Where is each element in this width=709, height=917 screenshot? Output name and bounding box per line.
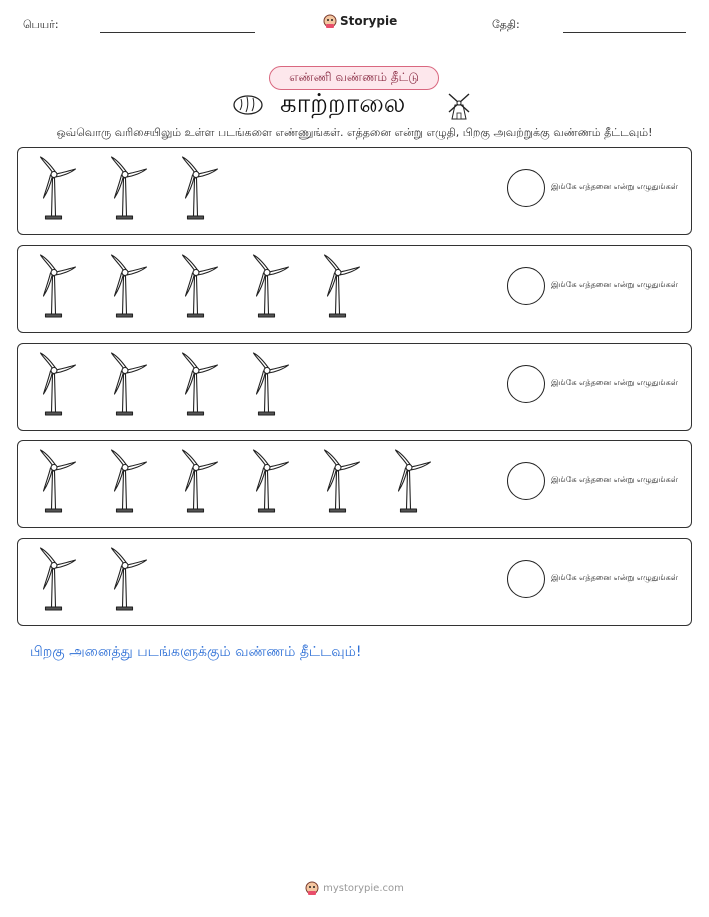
activity-badge: எண்ணி வண்ணம் தீட்டு <box>269 66 439 90</box>
wind-turbine-icon <box>101 547 158 613</box>
date-line[interactable] <box>563 32 686 33</box>
wind-turbine-icon <box>172 254 229 320</box>
count-row <box>17 538 692 626</box>
brand-logo <box>323 13 397 29</box>
wind-turbine-icon <box>30 254 87 320</box>
worksheet-header <box>0 0 709 50</box>
answer-circle[interactable] <box>507 365 545 403</box>
turbine-group <box>30 254 371 326</box>
site-footer <box>0 880 709 896</box>
footer-note: பிறகு அனைத்து படங்களுக்கும் வண்ணம் தீட்டவும்! <box>30 644 362 660</box>
wind-turbine-icon <box>172 449 229 515</box>
name-label: பெயர்: <box>23 18 59 31</box>
count-row <box>17 343 692 431</box>
answer-circle[interactable] <box>507 462 545 500</box>
write-here-label: இங்கே எத்தனை என்று எழுதுங்கள் <box>551 475 678 484</box>
wind-turbine-icon <box>172 352 229 418</box>
write-here-label: இங்கே எத்தனை என்று எழுதுங்கள் <box>551 573 678 582</box>
wind-turbine-icon <box>30 156 87 222</box>
brand-name: Storypie <box>340 14 398 28</box>
count-row <box>17 440 692 528</box>
wind-turbine-icon <box>243 352 300 418</box>
site-url: mystorypie.com <box>323 882 404 894</box>
title-row <box>0 88 709 126</box>
count-row <box>17 245 692 333</box>
wind-turbine-icon <box>314 449 371 515</box>
count-row <box>17 147 692 235</box>
wind-turbine-icon <box>243 254 300 320</box>
storypie-mascot-icon <box>305 880 319 896</box>
write-here-label: இங்கே எத்தனை என்று எழுதுங்கள் <box>551 182 678 191</box>
wind-turbine-icon <box>101 156 158 222</box>
answer-circle[interactable] <box>507 169 545 207</box>
wind-turbine-icon <box>101 254 158 320</box>
write-here-label: இங்கே எத்தனை என்று எழுதுங்கள் <box>551 378 678 387</box>
date-label: தேதி: <box>492 18 520 31</box>
write-here-label: இங்கே எத்தனை என்று எழுதுங்கள் <box>551 280 678 289</box>
bread-icon <box>232 93 264 117</box>
wind-turbine-icon <box>30 547 87 613</box>
wind-turbine-icon <box>314 254 371 320</box>
answer-circle[interactable] <box>507 560 545 598</box>
turbine-group <box>30 352 300 424</box>
turbine-group <box>30 547 158 619</box>
answer-circle[interactable] <box>507 267 545 305</box>
turbine-group <box>30 449 442 521</box>
page-title: காற்றாலை <box>280 89 406 119</box>
name-line[interactable] <box>100 32 255 33</box>
wind-turbine-icon <box>243 449 300 515</box>
wind-turbine-icon <box>172 156 229 222</box>
instructions: ஒவ்வொரு வரிசையிலும் உள்ள படங்களை எண்ணுங்கள். எத்தனை என்று எழுதி, பிறகு அவற்றுக்கு வண்ணம் தீட்டவும்! <box>56 126 653 139</box>
windmill-icon <box>446 91 472 121</box>
wind-turbine-icon <box>30 352 87 418</box>
wind-turbine-icon <box>101 352 158 418</box>
wind-turbine-icon <box>101 449 158 515</box>
wind-turbine-icon <box>30 449 87 515</box>
wind-turbine-icon <box>385 449 442 515</box>
storypie-mascot-icon <box>323 13 337 29</box>
turbine-group <box>30 156 229 228</box>
